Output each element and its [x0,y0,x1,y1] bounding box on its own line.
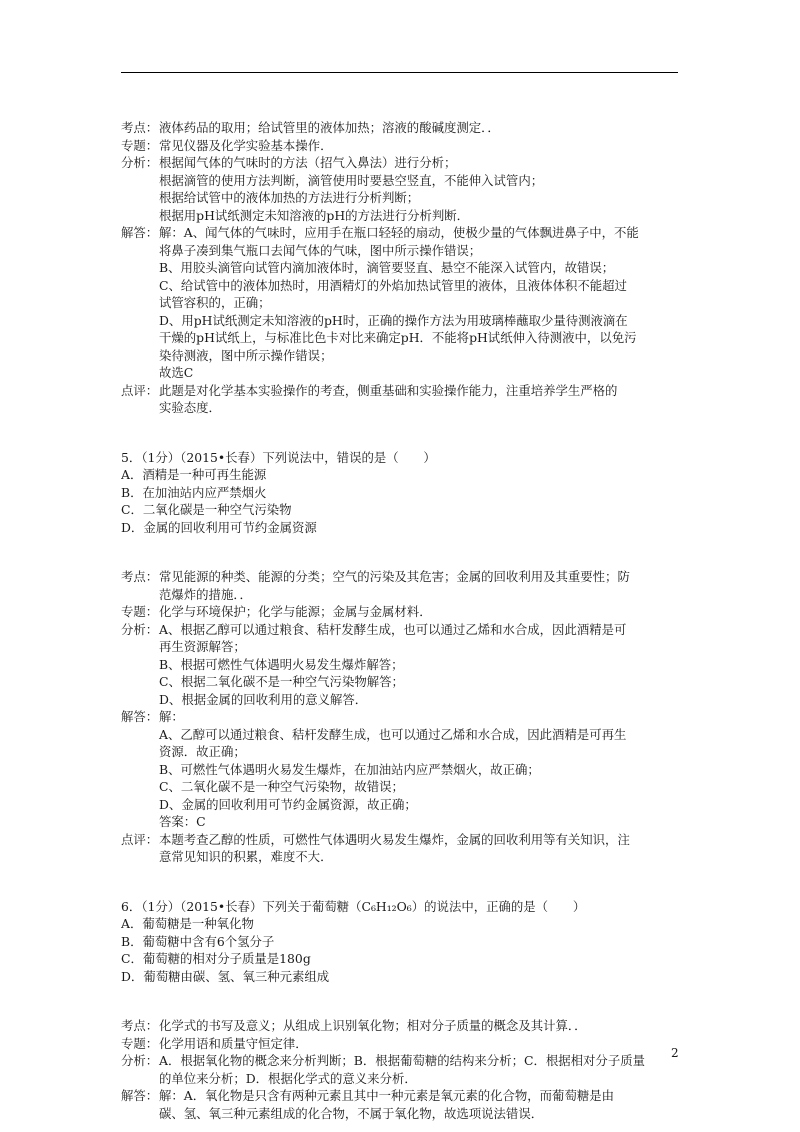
q6-fenxi: 分析：A．根据氧化物的概念来分析判断；B．根据葡萄糖的结构来分析；C．根据相对分子质量 [121,1053,645,1068]
q5-jieda-line: 答案：C [159,814,206,829]
q5-jieda-line: D、金属的回收利用可节约金属资源，故正确； [159,796,417,812]
q6-zhuanti: 专题：化学用语和质量守恒定律． [121,1035,308,1051]
q5-fenxi: 分析：A、根据乙醇可以通过粮食、秸杆发酵生成，也可以通过乙烯和水合成，因此酒精是可 [121,621,627,637]
q6-option-b: B．葡萄糖中含有6个氢分子 [121,933,275,949]
q5-kaodian-line: 范爆炸的措施．． [159,586,252,602]
page-content [121,119,681,1122]
q6-option-c: C．葡萄糖的相对分子质量是180g [121,951,311,966]
q6-option-d: D．葡萄糖由碳、氢、氧三种元素组成 [121,968,330,984]
q6-option-a: A．葡萄糖是一种氧化物 [121,916,254,931]
q4-jieda-line: C、给试管中的液体加热时，用酒精灯的外焰加热试管里的液体，且液体体积不能超过 [159,277,627,293]
q5-fenxi-line: B、根据可燃性气体遇明火易发生爆炸解答； [159,656,404,672]
q4-jieda-line: 将鼻子凑到集气瓶口去闻气体的气味，图中所示操作错误； [159,242,482,258]
q5-kaodian: 考点：常见能源的种类、能源的分类；空气的污染及其危害；金属的回收利用及其重要性；防 [121,569,630,584]
q5-jieda-line: B、可燃性气体遇明火易发生爆炸，在加油站内应严禁烟火，故正确； [159,761,540,777]
q5-dianping: 点评：本题考查乙醇的性质，可燃性气体遇明火易发生爆炸，金属的回收利用等有关知识，注 [121,831,630,847]
q4-dianping: 点评：此题是对化学基本实验操作的考查，侧重基础和实验操作能力，注重培养学生严格的 [121,382,618,398]
page-number: 2 [671,1046,679,1060]
q4-fenxi: 分析：根据闻气体的气味时的方法（招气入鼻法）进行分析； [121,155,457,170]
q4-kaodian: 考点：液体药品的取用；给试管里的液体加热；溶液的酸碱度测定．． [121,120,500,135]
q5-stem: 5．（1分）（2015•长春）下列说法中，错误的是（ ） [121,449,436,465]
q6-jieda: 解答：解：A．氧化物是只含有两种元素且其中一种元素是氧元素的化合物，而葡萄糖是由 [121,1088,615,1103]
q5-fenxi-line: C、根据二氧化碳不是一种空气污染物解答； [159,674,404,689]
q6-stem: 6．（1分）（2015•长春）下列关于葡萄糖（C₆H₁₂O₆）的说法中，正确的是（ ） [121,898,586,914]
q4-jieda-line: D、用pH试纸测定未知溶液的pH时，正确的操作方法为用玻璃棒蘸取少量待测液滴在 [159,312,628,328]
q4-jieda-line: 故选C [159,365,194,380]
q5-jieda-line: C、二氧化碳不是一种空气污染物，故错误； [159,779,404,794]
q5-dianping-line: 意常见知识的积累，难度不大． [159,849,333,864]
q5-fenxi-line: D、根据金属的回收利用的意义解答． [159,691,368,707]
q4-jieda: 解答：解：A、闻气体的气味时，应用手在瓶口轻轻的扇动，使极少量的气体飘进鼻子中，不能 [121,225,639,240]
q4-dianping-line: 实验态度． [159,400,221,415]
q4-jieda-line: 染待测液，图中所示操作错误； [159,347,333,363]
q5-option-d: D．金属的回收利用可节约金属资源 [121,519,317,535]
q4-jieda-line: B、用胶头滴管向试管内滴加液体时，滴管要竖直、悬空不能深入试管内，故错误； [159,260,615,275]
question-5 [121,449,681,537]
q6-analysis [121,1017,681,1122]
q4-analysis [121,119,681,417]
q5-fenxi-line: 再生资源解答； [159,639,246,654]
q4-jieda-line: 试管容积的，正确； [159,295,271,310]
q4-fenxi-line: 根据用pH试纸测定未知溶液的pH的方法进行分析判断． [159,207,470,223]
q6-fenxi-line: 的单位来分析；D．根据化学式的意义来分析． [159,1070,417,1086]
header-rule [121,72,678,73]
q5-analysis [121,568,681,866]
q4-zhuanti: 专题：常见仪器及化学实验基本操作． [121,137,333,153]
q4-fenxi-line: 根据滴管的使用方法判断，滴管使用时要悬空竖直，不能伸入试管内； [159,172,544,188]
q4-fenxi-line: 根据给试管中的液体加热的方法进行分析判断； [159,190,420,205]
q5-option-b: B．在加油站内应严禁烟火 [121,484,267,500]
q5-option-c: C．二氧化碳是一种空气污染物 [121,502,292,517]
q6-kaodian: 考点：化学式的书写及意义；从组成上识别氧化物；相对分子质量的概念及其计算．． [121,1018,587,1033]
q5-zhuanti: 专题：化学与环境保护；化学与能源；金属与金属材料． [121,604,432,619]
question-6 [121,898,681,986]
q5-jieda: 解答：解： [121,709,184,724]
q5-jieda-line: A、乙醇可以通过粮食、秸杆发酵生成，也可以通过乙烯和水合成，因此酒精是可再生 [159,726,627,742]
q4-jieda-line: 干燥的pH试纸上，与标准比色卡对比来确定pH．不能将pH试纸伸入待测液中，以免污 [159,330,637,345]
q5-jieda-line: 资源．故正确； [159,744,246,759]
q6-jieda-line: 碳、氢、氧三种元素组成的化合物，不属于氧化物，故选项说法错误． [159,1105,544,1121]
q5-option-a: A．酒精是一种可再生能源 [121,467,267,482]
